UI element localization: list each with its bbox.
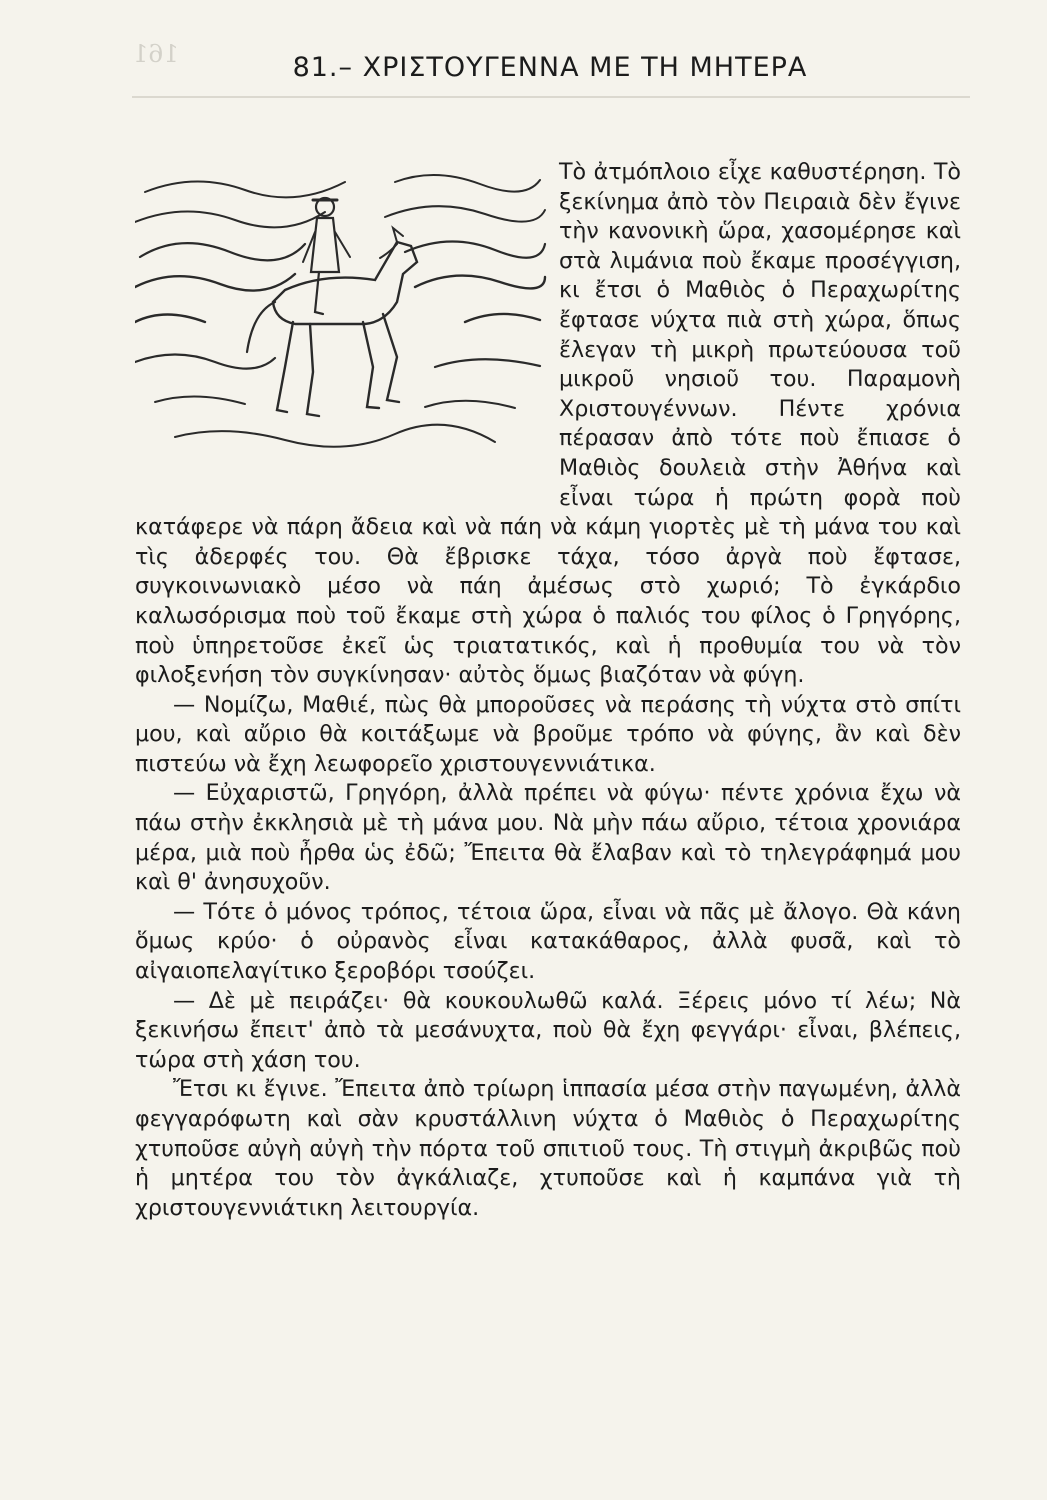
chapter-title: 81.– ΧΡΙΣΤΟΥΓΕΝΝΑ ΜΕ ΤΗ ΜΗΤΕΡΑ (292, 52, 808, 84)
paragraph: Τὸ ἀτμόπλοιο εἶχε καθυστέρηση. Τὸ ξεκίνημα ἀπὸ τὸν Πειραιὰ δὲν ἔγινε τὴν κανονικὴ ὥρα, χασομέρησε καὶ στὰ λιμάνια ποὺ ἔκαμε προσέγγιση, κι ἔτσι ὁ Μαθιὸς ὁ Περαχωρίτης ἔφτασε νύχτα πιὰ στὴ χώρα, ὅπως ἔλεγαν τὴ μικρὴ πρωτεύουσα τοῦ μικροῦ νησιοῦ του. Παραμονὴ Χριστουγέννων. Πέντε χρόνια πέρασαν ἀπὸ τότε ποὺ ἔπιασε ὁ Μαθιὸς δουλειὰ στὴν Ἀθήνα καὶ εἶναι τώρα ἡ πρώτη φορὰ ποὺ κατάφερε νὰ πάρη ἄδεια καὶ νὰ πάη νὰ κάμη γιορτὲς μὲ τὴ μάνα του καὶ τὶς ἀδερφές του. Θὰ ἔβρισκε τάχα, τόσο ἀργὰ ποὺ ἔφτασε, συγκοινωνιακὸ μέσο νὰ πάη ἀμέσως στὸ χωριό; Τὸ ἐγκάρδιο καλωσόρισμα ποὺ τοῦ ἔκαμε στὴ χώρα ὁ παλιός του φίλος ὁ Γρηγόρης, ποὺ ὑπηρετοῦσε ἐκεῖ ὡς τριατατικός, καὶ ἡ προθυμία του νὰ τὸν φιλοξενήση τὸν συγκίνησαν· αὐτὸς ὅμως βιαζόταν νὰ φύγη. (135, 159, 961, 689)
paragraph: — Τότε ὁ μόνος τρόπος, τέτοια ὥρα, εἶναι νὰ πᾶς μὲ ἄλογο. Θὰ κάνη ὅμως κρύο· ὁ οὐρανὸς εἶναι κατακάθαρος, ἀλλὰ φυσᾶ, καὶ τὸ αἰγαιοπελαγίτικο ξεροβόρι τσούζει. (135, 898, 961, 985)
bleed-through-page-number: 161 (133, 40, 179, 68)
paragraph: — Νομίζω, Μαθιέ, πὼς θὰ μποροῦσες νὰ περάσης τὴ νύχτα στὸ σπίτι μου, καὶ αὔριο θὰ κοιτάξωμε νὰ βροῦμε τρόπο νὰ φύγης, ἂν καὶ δὲν πιστεύω νὰ ἔχη λεωφορεῖο χριστουγεννιάτικα. (135, 691, 961, 777)
bleed-through-rule (132, 96, 970, 98)
story-text (135, 158, 961, 1223)
paragraph: — Δὲ μὲ πειράζει· θὰ κουκουλωθῶ καλά. Ξέρεις μόνο τί λέω; Νὰ ξεκινήσω ἔπειτ' ἀπὸ τὰ μεσάνυχτα, ποὺ θὰ ἔχη φεγγάρι· εἶναι, βλέπεις, τώρα στὴ χάση του. (135, 987, 961, 1073)
paragraph: Ἔτσι κι ἔγινε. Ἔπειτα ἀπὸ τρίωρη ἱππασία μέσα στὴν παγωμένη, ἀλλὰ φεγγαρόφωτη καὶ σὰν κρυστάλλινη νύχτα ὁ Μαθιὸς ὁ Περαχωρίτης χτυποῦσε αὐγὴ αὐγὴ τὴν πόρτα τοῦ σπιτιοῦ τους. Τὴ στιγμὴ ἀκριβῶς ποὺ ἡ μητέρα του τὸν ἀγκάλιαζε, χτυποῦσε καὶ ἡ καμπάνα γιὰ τὴ χριστουγεννιάτικη λειτουργία. (135, 1076, 961, 1221)
paragraph: — Εὐχαριστῶ, Γρηγόρη, ἀλλὰ πρέπει νὰ φύγω· πέντε χρόνια ἔχω νὰ πάω στὴν ἐκκλησιὰ μὲ τὴ μάνα μου. Νὰ μὴν πάω αὔριο, τέτοια χρονιάρα μέρα, μιὰ ποὺ ἦρθα ὡς ἐδῶ; Ἔπειτα θὰ ἔλαβαν καὶ τὸ τηλεγράφημά μου καὶ θ' ἀνησυχοῦν. (135, 780, 961, 896)
illustration-space (135, 158, 559, 485)
